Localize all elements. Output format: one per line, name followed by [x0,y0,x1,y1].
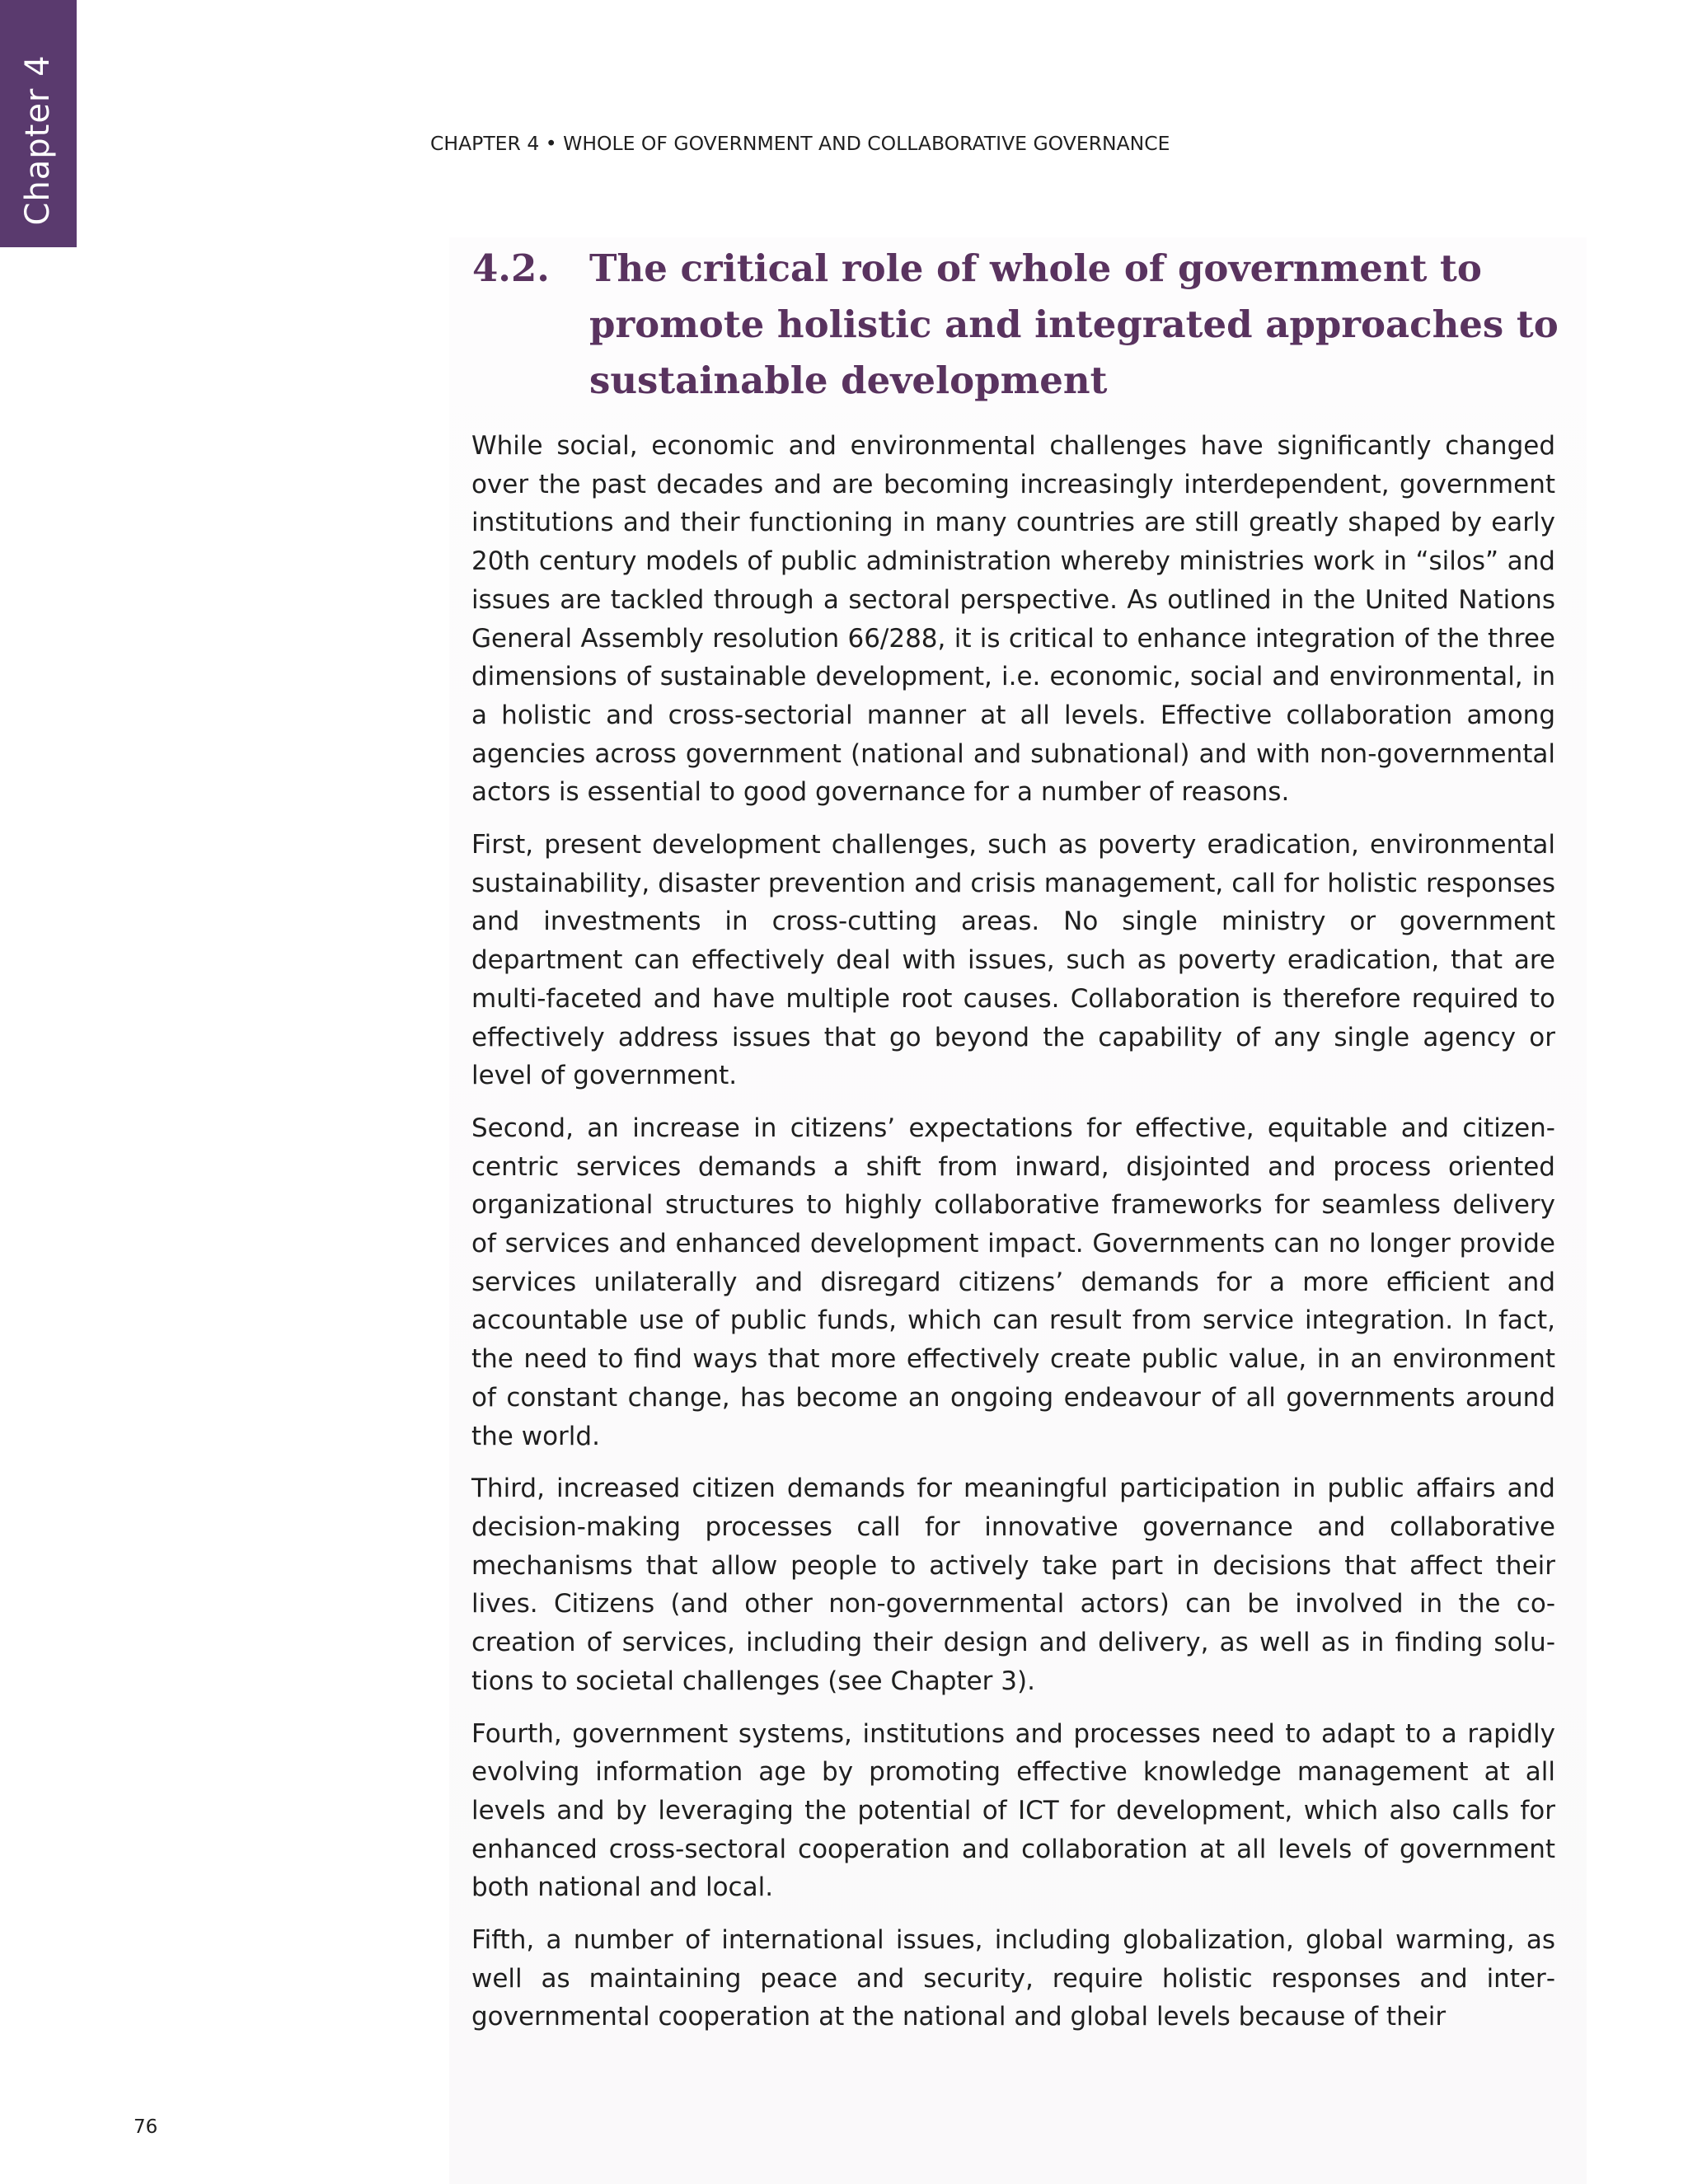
paragraph: Second, an increase in citizens’ expectations for effective, equitable and citizen-centric services demands a shift from inward, disjointed and process oriented organizational structures to highly collaborative frameworks for seamless delivery of services and enhanced development impact. Governments can no longer provide services unilaterally and disregard citizens’ demands for a more efficient and accountable use of public funds, which can result from service integration. In fact, the need to find ways that more effectively create public value, in an environment of constant change, has become an ongoing endeavour of all governments around the world. [471,1113,1555,1451]
paragraph: Third, increased citizen demands for meaningful participation in public affairs and decision-making processes call for innovative governance and collaborative mechanisms that allow people to actively take part in decisions that affect their lives. Citizens (and other non-governmental actors) can be involved in the cocreation of services, including their design and delivery, as well as in finding solutions to societal challenges (see Chapter 3). [471,1474,1555,1696]
chapter-tab [0,0,77,247]
chapter-tab-label: Chapter 4 [19,54,57,226]
paragraph: Fourth, government systems, institutions and processes need to adapt to a rapidly evolving information age by promoting effective knowledge management at all levels and by leveraging the potential of ICT for development, which also calls for enhanced cross-sectoral cooperation and collaboration at all levels of government both national and local. [471,1718,1555,1903]
body-text [471,427,1555,2050]
running-header: CHAPTER 4 • WHOLE OF GOVERNMENT AND COLLABORATIVE GOVERNANCE [430,132,1170,155]
paragraph: While social, economic and environmental challenges have significantly changed over the past decades and are becoming increasingly interdependent, government institutions and their functioning in many countries are still greatly shaped by early 20th century models of public administration whereby ministries work in “silos” and issues are tackled through a sectoral perspective. As outlined in the United Nations General Assembly resolution 66/288, it is critical to enhance integration of the three dimensions of sustainable development, i.e. economic, social and environmental, in a holistic and cross-sectorial manner at all levels. Effective collaboration among agencies across government (national and subnational) and with non-governmental actors is essential to good governance for a number of reasons. [471,431,1555,808]
paragraph: First, present development challenges, such as poverty eradication, environmental sustainability, disaster prevention and crisis management, call for holistic responses and investments in cross-cutting areas. No single ministry or government department can effectively deal with issues, such as poverty eradication, that are multi-faceted and have multiple root causes. Collaboration is therefore required to effectively address issues that go beyond the capability of any single agency or level of government. [471,830,1555,1091]
section-number: 4.2. [472,246,550,290]
page-number: 76 [134,2116,158,2138]
section-title: The critical role of whole of government to promote holistic and integrated approaches to sustainable development [589,246,1559,402]
paragraph: Fifth, a number of international issues, including globalization, global warming, as well as maintaining peace and security, require holistic responses and intergovernmental cooperation at the national and global levels because of their [471,1925,1555,2032]
